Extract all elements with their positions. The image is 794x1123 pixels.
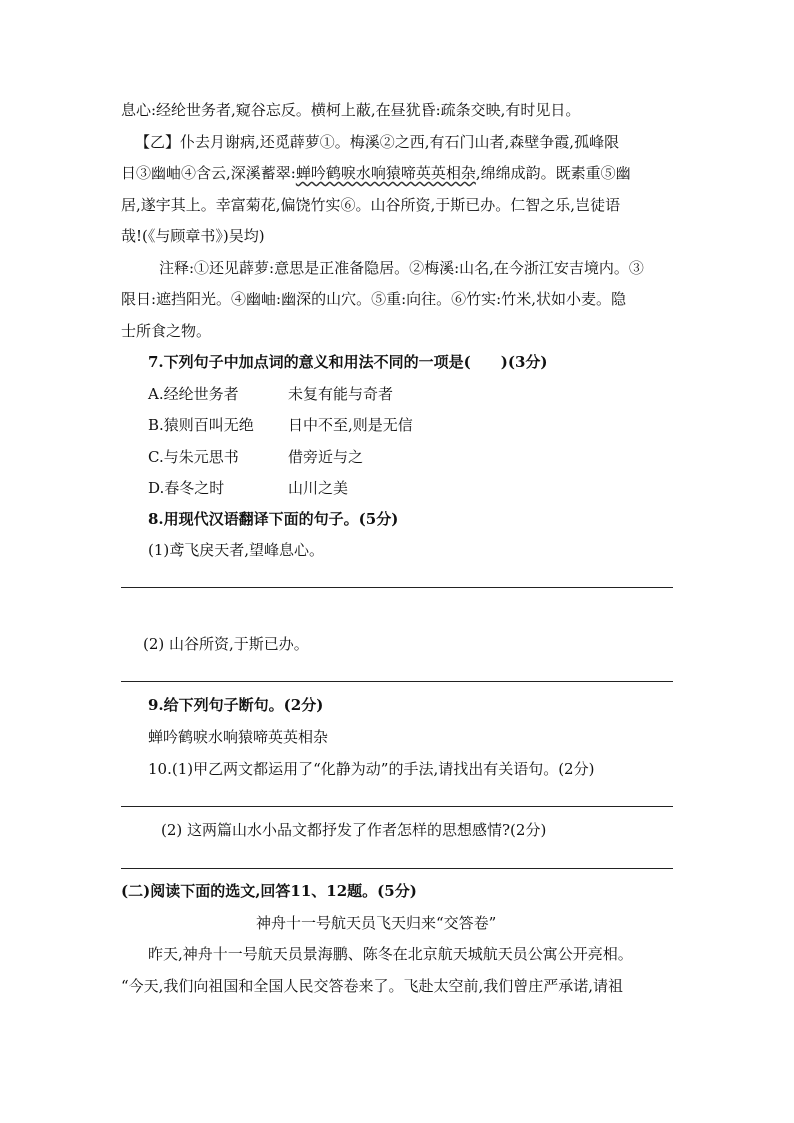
text-line-1: 息心:经纶世务者,窥谷忘反。横柯上蔽,在昼犹昏:疏条交映,有时见日。 (121, 101, 581, 119)
question-10-part-1: 10.(1)甲乙两文都运用了“化静为动”的手法,请找出有关语句。(2分) (148, 760, 595, 778)
notes-line-2: 限日:遮挡阳光。④幽岫:幽深的山穴。⑤重:向往。⑥竹实:竹米,状如小麦。隐 (121, 290, 626, 308)
answer-line-q10-2[interactable] (121, 868, 673, 869)
q8-sentence-2: (2) 山谷所资,于斯已办。 (143, 635, 309, 653)
section-2-heading: (二)阅读下面的选文,回答11、12题。(5分) (121, 882, 417, 900)
question-7-stem: 7.下列句子中加点词的意义和用法不同的一项是( )(3分) (148, 353, 548, 371)
passage-yi-line-2 (121, 163, 631, 183)
question-10-part-2: (2) 这两篇山水小品文都抒发了作者怎样的思想感情?(2分) (161, 821, 547, 839)
q7-option-c-left: C.与朱元思书 (148, 448, 239, 466)
q7-option-d-left: D.春冬之时 (148, 479, 225, 497)
q7-option-b (148, 415, 254, 435)
q7-option-a-left: A.经纶世务者 (148, 385, 239, 403)
notes-line-1: 注释:①还见薜萝:意思是正准备隐居。②梅溪:山名,在今浙江安吉境内。③ (159, 259, 644, 277)
article-title: 神舟十一号航天员飞天归来“交答卷” (256, 914, 497, 932)
passage-yi-line-3: 居,遂宇其上。幸富菊花,偏饶竹实⑥。山谷所资,于斯已办。仁智之乐,岂徒语 (121, 196, 621, 214)
question-8-stem: 8.用现代汉语翻译下面的句子。(5分) (148, 510, 399, 528)
q7-option-c-right: 借旁近与之 (288, 448, 364, 466)
q8-sentence-1: (1)鸢飞戾天者,望峰息心。 (148, 541, 325, 559)
notes-line-3: 士所食之物。 (121, 322, 212, 340)
article-paragraph-1: 昨天,神舟十一号航天员景海鹏、陈冬在北京航天城航天员公寓公开亮相。 (148, 945, 633, 963)
q7-option-a-right: 未复有能与奇者 (288, 385, 394, 403)
q9-sentence: 蝉吟鹤唳水响猿啼英英相杂 (148, 728, 329, 746)
passage-yi-line-4: 哉!(《与顾章书》)吴均) (121, 227, 265, 245)
answer-line-q8-1[interactable] (121, 587, 673, 588)
q7-option-b-left: B.猿则百叫无绝 (148, 416, 254, 434)
passage-yi-line-2-pre: 日③幽岫④含云,深溪蓄翠: (121, 164, 296, 182)
q7-option-d-right: 山川之美 (288, 479, 349, 497)
answer-line-q8-2[interactable] (121, 681, 673, 682)
question-9-stem: 9.给下列句子断句。(2分) (148, 696, 324, 714)
q7-option-d (148, 478, 224, 498)
q7-option-c (148, 447, 239, 467)
q7-option-a (148, 384, 239, 404)
article-paragraph-2: “今天,我们向祖国和全国人民交答卷来了。飞赴太空前,我们曾庄严承诺,请祖 (121, 977, 623, 995)
passage-yi-line-2-post: ,绵绵成韵。既素重⑤幽 (475, 164, 631, 182)
passage-yi-line-1: 【乙】仆去月谢病,还觅薜萝①。梅溪②之西,有石门山者,森壁争霞,孤峰限 (135, 133, 620, 151)
answer-line-q10-1[interactable] (121, 806, 673, 807)
q7-option-b-right: 日中不至,则是无信 (288, 416, 413, 434)
wavy-underlined-sentence: 蝉吟鹤唳水响猿啼英英相杂 (295, 164, 476, 182)
